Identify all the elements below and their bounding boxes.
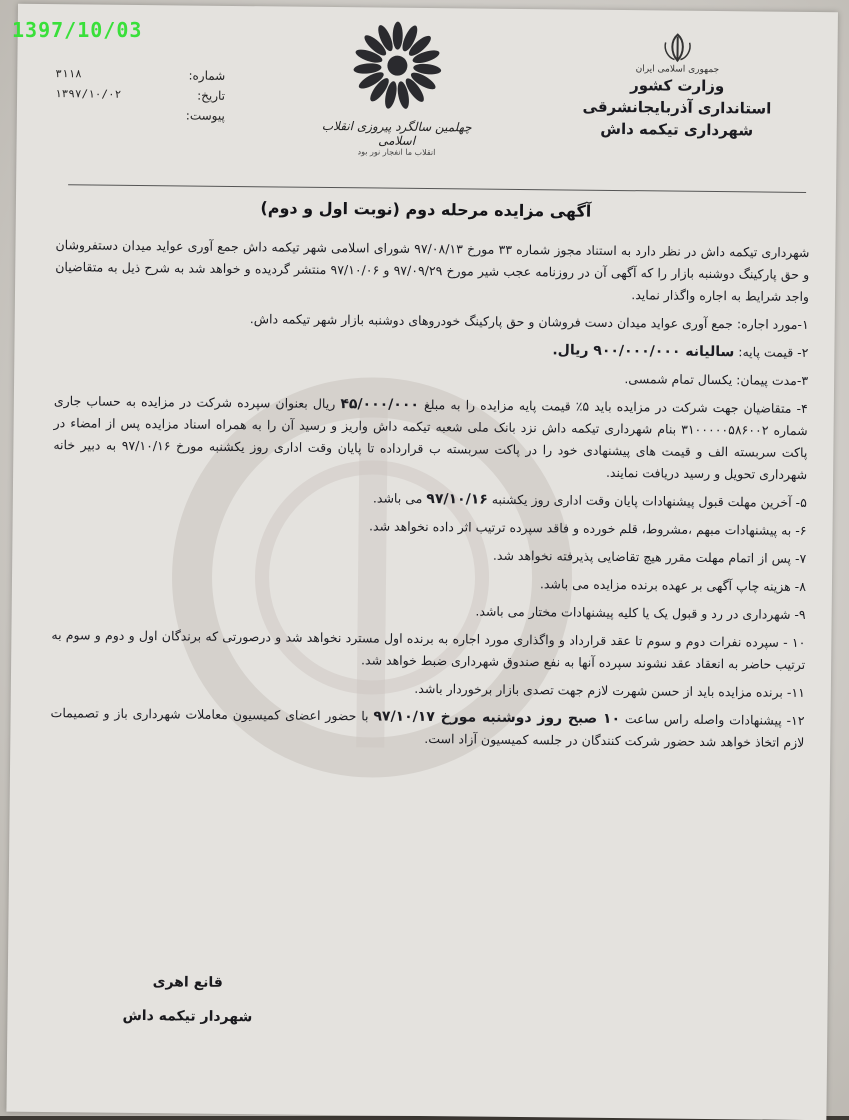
condition-text: ۱-مورد اجاره: جمع آوری عواید میدان دست فروشان و حق پارکینگ خودروهای دوشنبه بازار شهر تیکمه داش. bbox=[250, 311, 809, 332]
condition-text: ۲- قیمت پایه: bbox=[734, 344, 808, 360]
condition-text: ۱۰ - سپرده نفرات دوم و سوم تا عقد قرارداد و واگذاری مورد اجاره به برنده اول مسترد نخواهد شد و درصورتی که برندگان اول و دوم و سوم به ترتیب حاضر به انعقاد عقد نشوند سپرده آنها به نفع صندوق شهرداری ضبط خواهد شد. bbox=[51, 627, 805, 672]
meta-date-value: ۱۳۹۷/۱۰/۰۲ bbox=[55, 84, 121, 105]
condition-item bbox=[50, 702, 804, 754]
photo-date-stamp: 1397/10/03 bbox=[12, 18, 142, 42]
condition-item bbox=[52, 540, 806, 570]
document-title: آگهی مزایده مرحله دوم (نوبت اول و دوم) bbox=[156, 197, 696, 222]
header-center-logo bbox=[306, 17, 487, 158]
conditions-list bbox=[50, 306, 809, 754]
condition-item bbox=[52, 568, 806, 598]
condition-text-continued: ریال بعنوان سپرده شرکت در مزایده به حساب جاری شماره ۳۱۰۰۰۰۰۵۸۶۰۰۲ بنام شهرداری تیکمه داش نزد بانک ملی شعبه تیکمه داش واریز و رسید آن را به همراه اسناد مزایده پس از امضاء در پاکت سربسته الف و قیمت های پیشنهادی خود را در پاکت سربسته ب قرارداده تا پایان وقت اداری روز یکشنبه مورخ ۹۷/۱۰/۱۶ به دبیر خانه شهرداری تحویل و رسید دریافت نمایند. bbox=[53, 393, 807, 482]
condition-text-continued: با حضور اعضای کمیسیون معاملات شهرداری باز و تصمیمات لازم اتخاذ خواهد شد حضور شرکت کنندگان در جلسه کمیسیون آزاد است. bbox=[51, 705, 805, 750]
anniversary-logo-icon bbox=[349, 17, 446, 114]
condition-text: ۷- پس از اتمام مهلت مقرر هیچ تقاضایی پذیرفته نخواهد شد. bbox=[493, 548, 806, 566]
condition-text: ۹- شهرداری در رد و قبول یک یا کلیه پیشنهادات مختار می باشد. bbox=[475, 604, 805, 622]
condition-text: ۵- آخرین مهلت قبول پیشنهادات پایان وقت اداری روز یکشنبه bbox=[488, 492, 807, 510]
condition-emphasis: ۹۷/۱۰/۱۶ bbox=[426, 491, 488, 508]
anniversary-motto: چهلمین سالگرد پیروزی انقلاب اسلامی bbox=[307, 119, 487, 149]
condition-text: ۱۲- پیشنهادات واصله راس ساعت bbox=[620, 711, 805, 728]
meta-number-label: شماره: bbox=[188, 65, 225, 85]
signer-name: قانع اهری bbox=[78, 964, 298, 1000]
document-page bbox=[6, 4, 838, 1120]
condition-text: ۸- هزینه چاپ آگهی بر عهده برنده مزایده می باشد. bbox=[540, 576, 806, 594]
condition-item bbox=[52, 596, 806, 626]
meta-number-row bbox=[55, 64, 225, 86]
letter-meta bbox=[55, 64, 226, 126]
governorate-name: استانداری آذربایجانشرقی bbox=[577, 96, 777, 120]
condition-emphasis: ۴۵/۰۰۰/۰۰۰ bbox=[340, 396, 419, 413]
emblem-caption: جمهوری اسلامی ایران bbox=[577, 64, 777, 76]
condition-emphasis: سالیانه ۹۰۰/۰۰۰/۰۰۰ ریال. bbox=[552, 342, 734, 360]
meta-attachment-label: پیوست: bbox=[186, 105, 225, 125]
condition-text-continued: می باشد. bbox=[373, 490, 427, 506]
condition-item bbox=[55, 306, 809, 336]
intro-paragraph: شهرداری تیکمه داش در نظر دارد به استناد مجوز شماره ۳۳ مورخ ۹۷/۰۸/۱۳ شورای اسلامی شهر تیکمه داش جمع آوری عواید میدان دستفروشان و حق پارکینگ دوشنبه بازار را که آگهی آن در روزنامه عجب شیر مورخ ۹۷/۰۹/۲۹ و ۹۷/۱۰/۰۶ منتشر گردیده و خواهد شد به شرح ذیل به متقاضیان واجد شرایط به اجاره واگذار نماید. bbox=[55, 234, 810, 308]
condition-item bbox=[51, 674, 805, 704]
condition-text: ۴- متقاضیان جهت شرکت در مزایده باید ۵٪ قیمت پایه مزایده را به مبلغ bbox=[419, 397, 808, 416]
header-right-block bbox=[577, 32, 778, 142]
condition-item bbox=[53, 484, 807, 514]
meta-number-value: ۳۱۱۸ bbox=[55, 64, 82, 84]
ministry-name: وزارت کشور bbox=[577, 74, 777, 98]
meta-date-row bbox=[55, 84, 225, 106]
meta-date-label: تاریخ: bbox=[197, 86, 225, 106]
condition-text: ۱۱- برنده مزایده باید از حسن شهرت لازم جهت تصدی بازار برخوردار باشد. bbox=[414, 681, 805, 700]
anniversary-motto-sub: انقلاب ما انفجار نور بود bbox=[306, 147, 486, 158]
condition-text: ۶- به پیشنهادات مبهم ،مشروط، قلم خورده و فاقد سپرده ترتیب اثر داده نخواهد شد. bbox=[369, 518, 807, 538]
iran-emblem-icon bbox=[660, 32, 694, 62]
condition-emphasis: ۱۰ صبح روز دوشنبه مورخ ۹۷/۱۰/۱۷ bbox=[373, 708, 620, 727]
condition-item bbox=[51, 624, 805, 676]
condition-item bbox=[54, 362, 808, 392]
condition-item bbox=[54, 334, 808, 364]
signature-block bbox=[77, 964, 298, 1034]
signer-title: شهردار تیکمه داش bbox=[77, 998, 297, 1034]
meta-attachment-row bbox=[55, 104, 225, 126]
municipality-name: شهرداری تیکمه داش bbox=[577, 118, 777, 142]
header-divider bbox=[68, 184, 806, 193]
document-body bbox=[50, 234, 809, 760]
condition-item bbox=[52, 512, 806, 542]
condition-item bbox=[53, 390, 808, 486]
condition-text: ۳-مدت پیمان: یکسال تمام شمسی. bbox=[624, 371, 808, 388]
